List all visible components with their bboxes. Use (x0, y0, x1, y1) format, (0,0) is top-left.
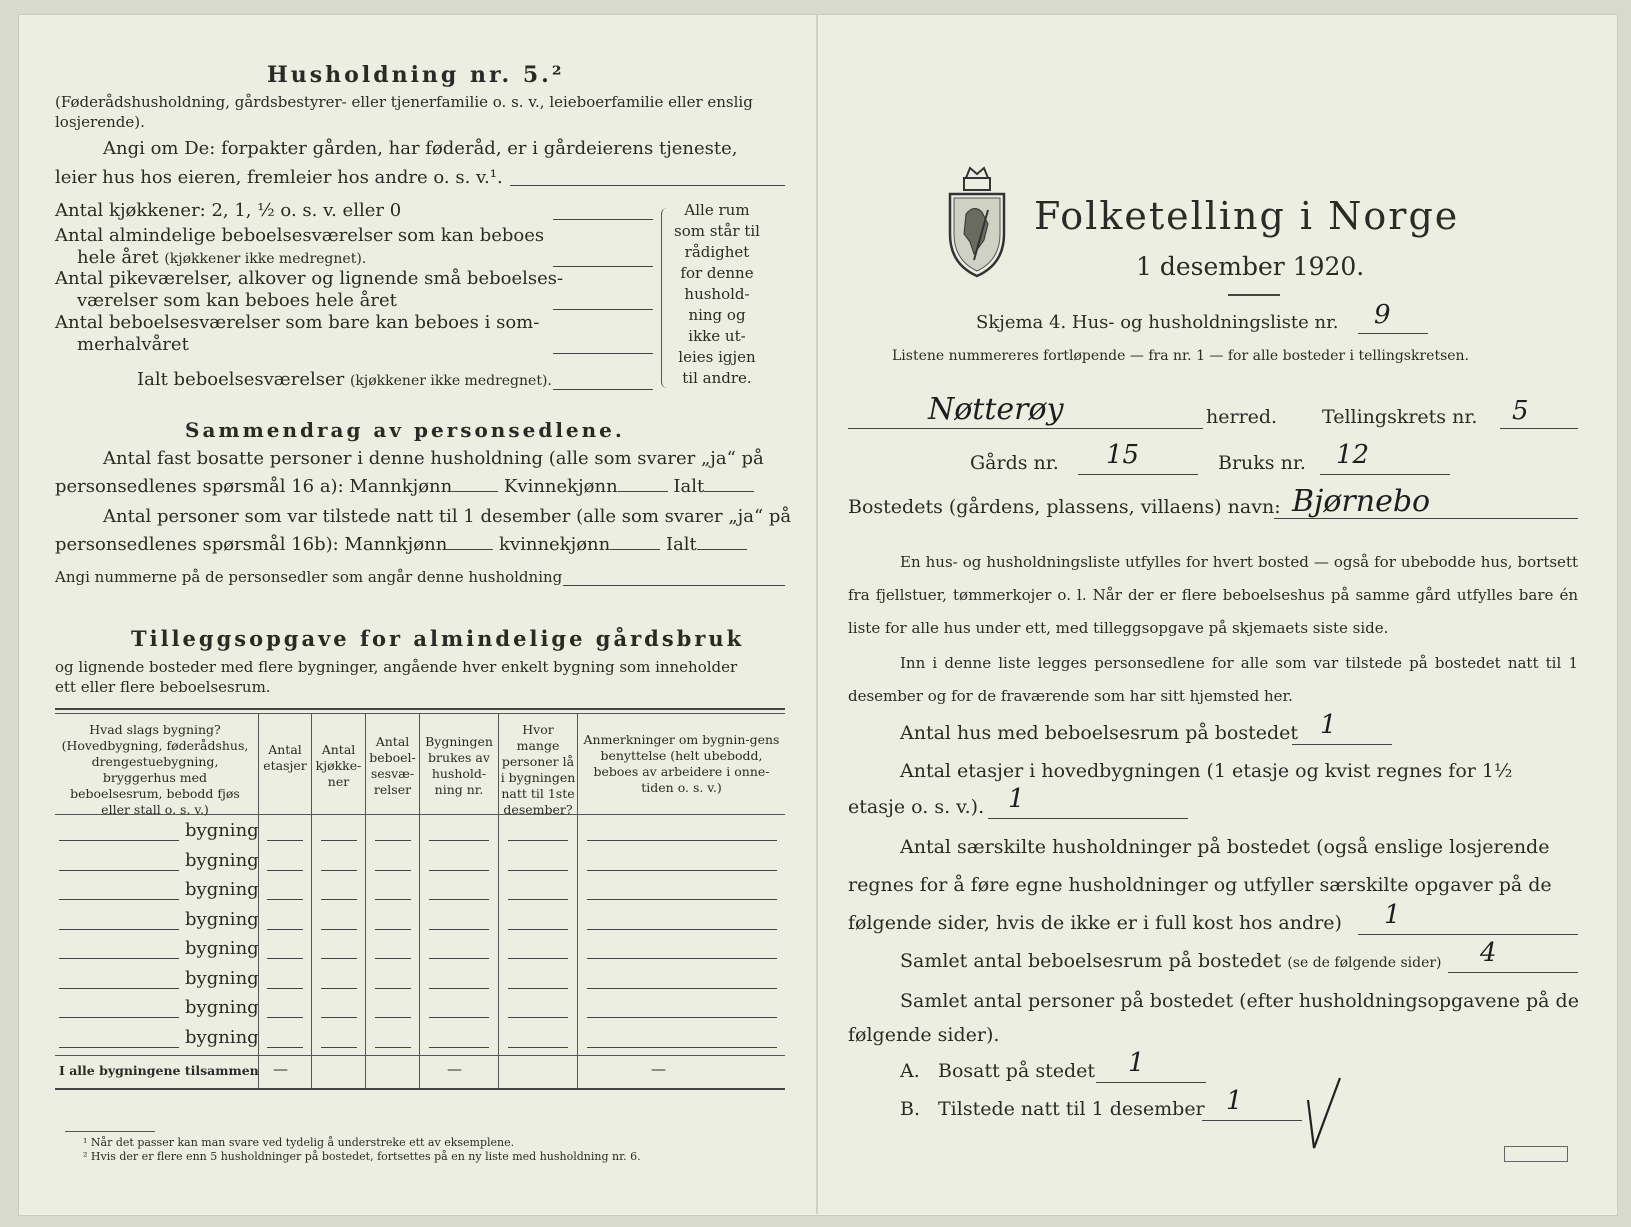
building-row-cell[interactable] (508, 929, 568, 930)
building-row-cell[interactable] (375, 988, 411, 989)
col-header-anmerkninger: Anmerkninger om bygnin-gens benyttelse (helt ubebodd, beboes av arbeidere i onne-tiden o. s. v.) (583, 732, 780, 795)
sammendrag-p2-line1: Antal personer som var tilstede natt til 1 desember (alle som svarer „ja“ på (103, 506, 792, 527)
ialt-field[interactable] (553, 389, 653, 390)
sommer-field[interactable] (553, 353, 653, 354)
total-etasjer: — (273, 1060, 288, 1078)
building-row-field[interactable] (59, 1017, 179, 1018)
building-row-cell[interactable] (508, 870, 568, 871)
etasjer-value[interactable]: 1 (1008, 784, 1025, 814)
saerskilte-line2: regnes for å føre egne husholdninger og utfyller særskilte opgaver på de (848, 874, 1552, 896)
buildings-table (55, 708, 785, 1108)
footnote-1: ¹ Når det passer kan man svare ved tydelig å understreke ett av eksemplene. (83, 1136, 515, 1149)
building-row-cell[interactable] (267, 840, 303, 841)
bosted-value[interactable]: Bjørnebo (1292, 484, 1431, 519)
building-row-cell[interactable] (267, 929, 303, 930)
herred-label: herred. (1206, 406, 1278, 428)
building-row-cell[interactable] (375, 1047, 411, 1048)
building-row-cell[interactable] (267, 988, 303, 989)
col-header-husholdning: Bygningen brukes av hushold-ning nr. (425, 734, 493, 797)
building-row-cell[interactable] (321, 988, 357, 989)
building-row-cell[interactable] (321, 899, 357, 900)
building-row-field[interactable] (59, 1047, 179, 1048)
building-row-cell[interactable] (321, 840, 357, 841)
samlet-rum-field (1448, 972, 1578, 973)
building-row-cell[interactable] (267, 899, 303, 900)
sammendrag-p2-line2: personsedlenes spørsmål 16b): Mannkjønn kvinnekjønn Ialt (55, 534, 747, 555)
etasjer-line2: etasje o. s. v.). (848, 796, 985, 818)
page-fold (816, 14, 818, 1214)
building-row-cell[interactable] (375, 899, 411, 900)
bruks-value[interactable]: 12 (1336, 440, 1370, 470)
pike-label-1: Antal pikeværelser, alkover og lignende små beboelses- (55, 268, 564, 289)
etasjer-field (988, 818, 1188, 819)
building-row-cell[interactable] (375, 1017, 411, 1018)
info-paragraph-1: En hus- og husholdningsliste utfylles for hvert bosted — også for ubebodde hus, bortsett fra fjellstuer, tømmerkojer o. l. Når der er flere beboelseshus på samme gård utfylles bare én liste for alle hus under ett, med tilleggsopgave på skjemaets siste side. (848, 553, 1578, 637)
tillegg-sub-1: og lignende bosteder med flere bygninger, angående hver enkelt bygning som inneholder (55, 658, 738, 676)
b-label: B. (900, 1098, 921, 1120)
building-row-cell[interactable] (429, 988, 489, 989)
angi-answer-line[interactable] (510, 185, 785, 186)
building-row-cell[interactable] (587, 1017, 777, 1018)
building-row-cell[interactable] (375, 958, 411, 959)
building-row-label: bygning (185, 820, 259, 841)
b-text: Tilstede natt til 1 desember (938, 1098, 1205, 1120)
census-title: Folketelling i Norge (1034, 194, 1460, 238)
building-row-field[interactable] (59, 929, 179, 930)
tellingskrets-field (1500, 428, 1578, 429)
building-row-cell[interactable] (321, 1047, 357, 1048)
herred-value[interactable]: Nøtterøy (928, 392, 1064, 427)
building-row-cell[interactable] (429, 1017, 489, 1018)
building-row-cell[interactable] (508, 958, 568, 959)
tillegg-heading: Tilleggsopgave for almindelige gårdsbruk (131, 626, 745, 651)
building-row-cell[interactable] (429, 1047, 489, 1048)
p1-ialt-field[interactable] (704, 491, 754, 492)
norway-coat-of-arms-icon (944, 164, 1010, 282)
building-row-cell[interactable] (267, 958, 303, 959)
printer-stamp (1504, 1146, 1568, 1162)
building-row-field[interactable] (59, 870, 179, 871)
building-row-cell[interactable] (375, 840, 411, 841)
building-row-label: bygning (185, 938, 259, 959)
building-row-cell[interactable] (267, 1047, 303, 1048)
angi-line-1: Angi om De: forpakter gården, har føderåd, er i gårdeierens tjeneste, (103, 138, 738, 159)
skjema-field (1358, 333, 1428, 334)
building-row-cell[interactable] (587, 988, 777, 989)
etasjer-line1: Antal etasjer i hovedbygningen (1 etasje og kvist regnes for 1½ (900, 760, 1513, 782)
building-row-cell[interactable] (587, 1047, 777, 1048)
angi-nummerne-field[interactable] (563, 585, 785, 586)
p1-mann-field[interactable] (452, 491, 498, 492)
total-label: I alle bygningene tilsammen (59, 1063, 259, 1078)
building-row-cell[interactable] (375, 929, 411, 930)
building-row-cell[interactable] (375, 870, 411, 871)
a-field (1096, 1082, 1206, 1083)
gards-field (1078, 474, 1198, 475)
footnote-rule (65, 1131, 155, 1132)
antal-hus-field (1292, 744, 1392, 745)
p1-kvinne-field[interactable] (618, 491, 668, 492)
building-row-field[interactable] (59, 958, 179, 959)
col-header-beboelsesvaerelser: Antal beboel-sesvæ-relser (369, 734, 416, 797)
building-row-field[interactable] (59, 840, 179, 841)
skjema-value[interactable]: 9 (1374, 300, 1391, 330)
building-row-label: bygning (185, 1026, 259, 1048)
title-rule (1228, 294, 1280, 296)
building-row-cell[interactable] (508, 1047, 568, 1048)
a-value[interactable]: 1 (1128, 1048, 1145, 1078)
samlet-rum-value[interactable]: 4 (1480, 938, 1497, 968)
p2-kvinne-field[interactable] (610, 549, 660, 550)
building-row-field[interactable] (59, 988, 179, 989)
pike-label-2: værelser som kan beboes hele året (77, 290, 397, 311)
p2-ialt-field[interactable] (697, 549, 747, 550)
sammendrag-p1-line1: Antal fast bosatte personer i denne husholdning (alle som svarer „ja“ på (103, 448, 764, 469)
bruks-field (1320, 474, 1450, 475)
ialt-label: Ialt beboelsesværelser (kjøkkener ikke medregnet). (137, 369, 552, 390)
building-row-cell[interactable] (508, 899, 568, 900)
tellingskrets-value[interactable]: 5 (1512, 396, 1529, 426)
col-header-etasjer: Antal etasjer (263, 742, 307, 773)
saerskilte-line3: følgende sider, hvis de ikke er i full kost hos andre) (848, 912, 1342, 934)
listene-note: Listene nummereres fortløpende — fra nr. 1 — for alle bosteder i tellingskretsen. (892, 348, 1470, 364)
building-row-cell[interactable] (587, 840, 777, 841)
sommer-label-2: merhalvåret (77, 334, 189, 355)
kjokkener-field[interactable] (553, 219, 653, 220)
antal-hus-value[interactable]: 1 (1320, 710, 1337, 740)
sammendrag-heading: Sammendrag av personsedlene. (185, 418, 625, 442)
building-row-label: bygning (185, 849, 259, 871)
building-row-cell[interactable] (429, 958, 489, 959)
household-heading: Husholdning nr. 5.² (267, 62, 565, 88)
building-row-cell[interactable] (587, 899, 777, 900)
a-text: Bosatt på stedet (938, 1060, 1095, 1082)
alm-label-1: Antal almindelige beboelsesværelser som kan beboes (55, 225, 545, 246)
antal-hus-label: Antal hus med beboelsesrum på bostedet (900, 722, 1299, 744)
sommer-label-1: Antal beboelsesværelser som bare kan beboes i som- (55, 312, 540, 333)
a-label: A. (900, 1060, 920, 1082)
building-row-cell[interactable] (321, 929, 357, 930)
building-row-field[interactable] (59, 899, 179, 900)
building-row-cell[interactable] (587, 870, 777, 871)
p2-mann-field[interactable] (447, 549, 493, 550)
saerskilte-field (1358, 934, 1578, 935)
gards-label: Gårds nr. (970, 452, 1059, 474)
building-row-cell[interactable] (321, 870, 357, 871)
col-header-type: Hvad slags bygning? (Hovedbygning, føderådshus, drengestuebygning, bryggerhus med beboelsesrum, bebodd fjøs eller stall o. s. v.) (61, 722, 249, 817)
census-date: 1 desember 1920. (1136, 252, 1365, 281)
building-row-cell[interactable] (508, 988, 568, 989)
b-value[interactable]: 1 (1226, 1086, 1243, 1116)
bosted-field (1274, 518, 1578, 519)
samlet-pers-line2: følgende sider). (848, 1024, 1000, 1046)
building-row-cell[interactable] (429, 899, 489, 900)
total-anmerkninger: — (651, 1060, 666, 1078)
alm-field[interactable] (553, 266, 653, 267)
skjema-label: Skjema 4. Hus- og husholdningsliste nr. (976, 312, 1339, 333)
building-row-cell[interactable] (267, 870, 303, 871)
sammendrag-p1-line2: personsedlenes spørsmål 16 a): Mannkjønn Kvinnekjønn Ialt (55, 476, 754, 497)
kjokkener-label: Antal kjøkkener: 2, 1, ½ o. s. v. eller 0 (55, 200, 402, 221)
building-row-cell[interactable] (508, 840, 568, 841)
saerskilte-value[interactable]: 1 (1384, 900, 1401, 930)
building-row-cell[interactable] (429, 870, 489, 871)
bruks-label: Bruks nr. (1218, 452, 1306, 474)
footnote-2: ² Hvis der er flere enn 5 husholdninger på bostedet, fortsettes på en ny liste med husholdning nr. 6. (83, 1150, 641, 1163)
col-header-kjokkener: Antal kjøkke-ner (315, 742, 362, 789)
building-row-label: bygning (185, 879, 259, 900)
rooms-side-note: Alle rum som står til rådighet for denne hushold- ning og ikke ut- leies igjen til andre. (674, 201, 760, 387)
check-mark-icon (1304, 1074, 1344, 1154)
household-paren-note: (Føderådshusholdning, gårdsbestyrer- eller tjenerfamilie o. s. v., leieboerfamilie eller enslig losjerende). (55, 93, 753, 131)
saerskilte-line1: Antal særskilte husholdninger på bostedet (også enslige losjerende (900, 836, 1550, 858)
herred-field (848, 428, 1203, 429)
building-row-cell[interactable] (267, 1017, 303, 1018)
bosted-label: Bostedets (gårdens, plassens, villaens) navn: (848, 496, 1281, 518)
tillegg-sub-2: ett eller flere beboelsesrum. (55, 678, 271, 696)
building-row-cell[interactable] (587, 929, 777, 930)
col-header-personer: Hvor mange personer lå i bygningen natt til 1ste desember? (500, 722, 576, 817)
building-row-cell[interactable] (587, 958, 777, 959)
pike-field[interactable] (553, 309, 653, 310)
gards-value[interactable]: 15 (1106, 440, 1140, 470)
building-row-cell[interactable] (508, 1017, 568, 1018)
info-paragraph-2: Inn i denne liste legges personsedlene for alle som var tilstede på bostedet natt til 1 desember og for de fraværende som har sitt hjemsted her. (848, 654, 1578, 705)
building-row-cell[interactable] (321, 958, 357, 959)
samlet-pers-line1: Samlet antal personer på bostedet (efter husholdningsopgavene på de (900, 990, 1579, 1012)
b-field (1202, 1120, 1302, 1121)
building-row-cell[interactable] (429, 840, 489, 841)
angi-line-2: leier hus hos eieren, fremleier hos andre o. s. v.¹. (55, 167, 503, 188)
building-row-cell[interactable] (321, 1017, 357, 1018)
total-husholdning: — (447, 1060, 462, 1078)
building-row-label: bygning (185, 997, 259, 1018)
alm-label-2: hele året (kjøkkener ikke medregnet). (77, 247, 367, 268)
samlet-rum-label: Samlet antal beboelsesrum på bostedet (se de følgende sider) (900, 950, 1442, 972)
angi-nummerne: Angi nummerne på de personsedler som angår denne husholdning (55, 568, 563, 586)
building-row-cell[interactable] (429, 929, 489, 930)
tellingskrets-label: Tellingskrets nr. (1322, 406, 1478, 428)
building-row-label: bygning (185, 908, 259, 930)
building-row-label: bygning (185, 967, 259, 989)
